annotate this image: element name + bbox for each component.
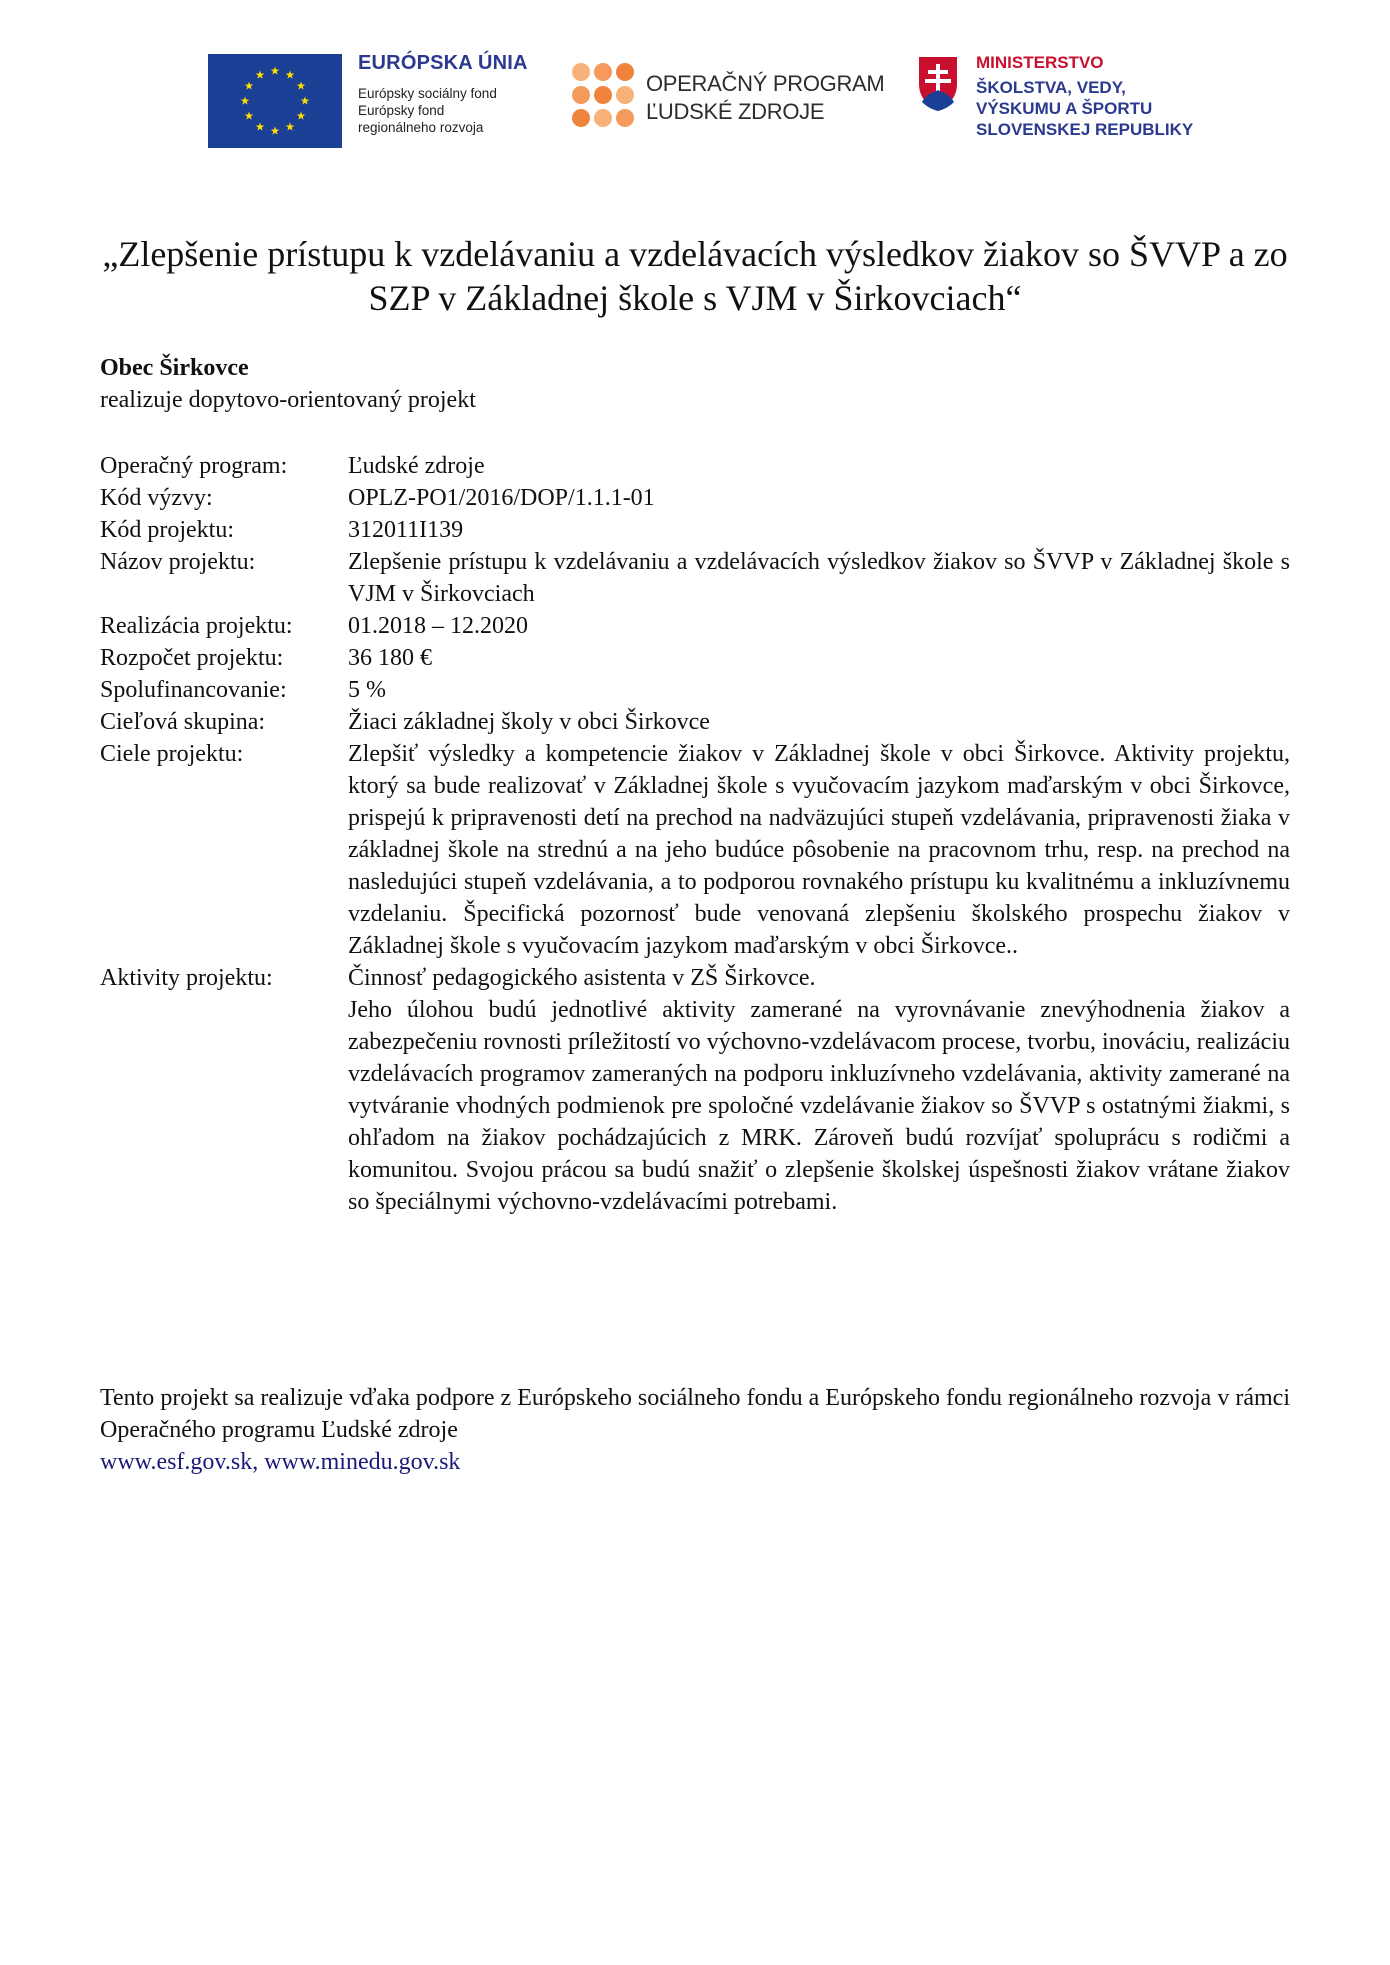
info-label: Kód projektu:	[100, 517, 234, 543]
project-info-table	[100, 450, 1290, 1218]
op-line: OPERAČNÝ PROGRAM	[646, 71, 885, 96]
activity-description: Jeho úlohou budú jednotlivé aktivity zamerané na vyrovnávanie znevýhodnenia žiakov a zabezpečeniu rovnosti príležitostí vo výchovno-vzdelávacom procese, tvorbu, inováciu, realizáciu vzdelávacích programov zameraných na podporu inkluzívneho vzdelávania, aktivity zamerané na vytváranie vhodných podmienok pre spoločné vzdelávanie žiakov so ŠVVP s ostatnými žiakmi, s ohľadom na žiakov pochádzajúcich z MRK. Zároveň budú rozvíjať spoluprácu s rodičmi a komunitou. Svojou prácou sa budú snažiť o zlepšenie školskej úspešnosti žiakov vrátane žiakov so špeciálnymi výchovno-vzdelávacími potrebami.	[348, 997, 1290, 1215]
info-label: Kód výzvy:	[100, 485, 213, 511]
eu-sub-line: Európsky fond	[358, 103, 445, 118]
op-dot-icon	[616, 86, 634, 104]
info-value: 36 180 €	[348, 645, 432, 671]
info-value: 01.2018 – 12.2020	[348, 613, 528, 639]
op-dot-icon	[594, 109, 612, 127]
info-row	[100, 642, 1290, 674]
op-dot-icon	[572, 63, 590, 81]
eu-title: EURÓPSKA ÚNIA	[358, 52, 528, 74]
logo-bar	[208, 52, 1208, 152]
info-row	[100, 706, 1290, 738]
info-value: 312011I139	[348, 517, 464, 543]
info-value: 5 %	[348, 677, 386, 703]
op-dot-icon	[572, 109, 590, 127]
info-label: Operačný program:	[100, 453, 288, 479]
info-label: Názov projektu:	[100, 549, 256, 575]
op-dot-icon	[616, 109, 634, 127]
ministry-line: MINISTERSTVO	[976, 53, 1104, 72]
op-line: ĽUDSKÉ ZDROJE	[646, 99, 825, 124]
info-value: Zlepšenie prístupu k vzdelávaniu a vzdelávacích výsledkov žiakov so ŠVVP v Základnej škole s VJM v Širkovciach	[348, 549, 1290, 607]
eu-sub-line: regionálneho rozvoja	[358, 120, 484, 135]
document-title: „Zlepšenie prístupu k vzdelávaniu a vzdelávacích výsledkov žiakov so ŠVVP a zo SZP v Základnej škole s VJM v Širkovciach“	[102, 234, 1288, 318]
info-label: Realizácia projektu:	[100, 613, 293, 639]
info-row	[100, 546, 1290, 610]
info-row	[100, 610, 1290, 642]
slovak-coat-of-arms-icon	[916, 54, 960, 112]
op-logo-text	[646, 70, 884, 126]
info-label: Aktivity projektu:	[100, 965, 273, 991]
ministry-logo-text	[976, 52, 1193, 140]
eu-sub-line: Európsky sociálny fond	[358, 86, 497, 101]
organization-name: Obec Širkovce	[100, 355, 249, 381]
info-value: Zlepšiť výsledky a kompetencie žiakov v Základnej škole v obci Širkovce. Aktivity projektu, ktorý sa bude realizovať v Základnej škole s vyučovacím jazykom maďarským v obci Širkovce, prispejú k pripravenosti detí na prechod na nadväzujúci stupeň vzdelávania, pripravenosti žiaka v základnej škole na strednú a na jeho budúce pôsobenie na pracovnom trhu, resp. na prechod na nasledujúci stupeň vzdelávania, a to podporou rovnakého prístupu ku kvalitnému a inkluzívnemu vzdelaniu. Špecifická pozornosť bude venovaná zlepšeniu školského prospechu žiakov v Základnej škole s vyučovacím jazykom maďarským v obci Širkovce..	[348, 741, 1290, 959]
info-value	[348, 962, 1290, 1218]
info-row	[100, 450, 1290, 482]
info-label: Ciele projektu:	[100, 741, 244, 767]
ministry-line: ŠKOLSTVA, VEDY,	[976, 78, 1126, 97]
organization-description: realizuje dopytovo-orientovaný projekt	[100, 387, 476, 413]
info-label: Rozpočet projektu:	[100, 645, 284, 671]
eu-flag-icon	[208, 54, 342, 148]
info-label: Cieľová skupina:	[100, 709, 266, 735]
info-value: OPLZ-PO1/2016/DOP/1.1.1-01	[348, 485, 655, 511]
op-dot-icon	[594, 86, 612, 104]
info-row	[100, 962, 1290, 1218]
footer-links[interactable]: www.esf.gov.sk, www.minedu.gov.sk	[100, 1449, 461, 1475]
info-row	[100, 482, 1290, 514]
ministry-line: VÝSKUMU A ŠPORTU	[976, 99, 1153, 118]
info-row	[100, 674, 1290, 706]
op-dot-icon	[616, 63, 634, 81]
info-row	[100, 738, 1290, 962]
info-value: Ľudské zdroje	[348, 453, 485, 479]
info-label: Spolufinancovanie:	[100, 677, 287, 703]
info-value: Žiaci základnej školy v obci Širkovce	[348, 709, 710, 735]
activity-title: Činnosť pedagogického asistenta v ZŠ Širkovce.	[348, 965, 816, 991]
footer-text: Tento projekt sa realizuje vďaka podpore z Európskeho sociálneho fondu a Európskeho fondu regionálneho rozvoja v rámci Operačného programu Ľudské zdroje	[100, 1385, 1290, 1443]
op-dot-icon	[572, 86, 590, 104]
info-row	[100, 514, 1290, 546]
op-dots-icon	[570, 60, 636, 130]
op-dot-icon	[594, 63, 612, 81]
ministry-line: SLOVENSKEJ REPUBLIKY	[976, 120, 1194, 139]
eu-logo-text	[358, 52, 558, 136]
